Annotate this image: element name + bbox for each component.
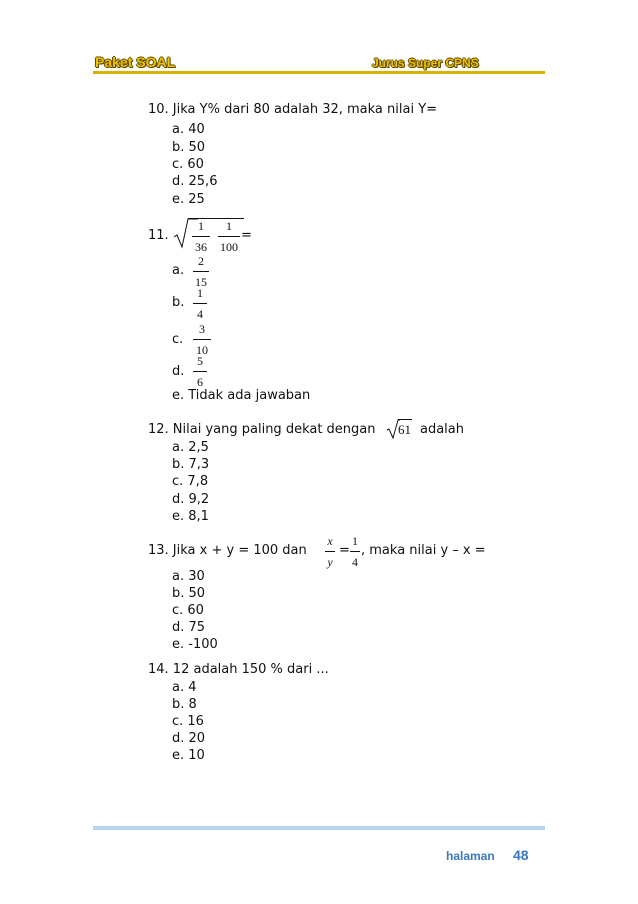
sqrt-overline (398, 419, 412, 420)
question-13-text: 13. Jika x + y = 100 dan (148, 543, 307, 558)
fraction-numerator: 2 (198, 254, 204, 268)
fraction-denominator: 10 (196, 343, 208, 357)
question-13-text-after: , maka nilai y – x = (361, 543, 486, 558)
fraction-denominator: 4 (352, 555, 358, 569)
question-13-fraction-xy (325, 534, 335, 569)
question-11-fraction-2 (218, 219, 240, 254)
question-14-text: 14. 12 adalah 150 % dari ... (148, 662, 329, 677)
question-14-option-d: d. 20 (172, 731, 206, 746)
question-11-option-e: e. Tidak ada jawaban (172, 388, 311, 403)
question-11-fraction-1 (192, 219, 210, 254)
question-12-radicand: 61 (398, 422, 411, 437)
question-11-option-b-label: b. (172, 295, 185, 310)
question-12-option-e: e. 8,1 (172, 509, 209, 524)
fraction-numerator: 3 (199, 322, 205, 336)
question-13-option-c: c. 60 (172, 603, 204, 618)
question-11-option-c-label: c. (172, 332, 184, 347)
question-13-option-e: e. -100 (172, 637, 218, 652)
question-12-text-after: adalah (420, 422, 465, 437)
question-13-fraction-quarter (350, 534, 360, 569)
question-13-equals: = (339, 543, 350, 558)
footer-divider (93, 826, 545, 830)
fraction-denominator: 36 (195, 240, 207, 254)
question-13-option-a: a. 30 (172, 569, 205, 584)
question-11-equals: = (241, 228, 252, 243)
fraction-numerator: 1 (226, 219, 232, 233)
question-13-option-d: d. 75 (172, 620, 206, 635)
question-14-option-c: c. 16 (172, 714, 204, 729)
question-14-option-e: e. 10 (172, 748, 205, 763)
question-11-option-d-label: d. (172, 364, 185, 379)
question-11-number: 11. (148, 228, 169, 243)
header-divider (93, 71, 545, 74)
question-11-option-c-fraction (193, 322, 211, 357)
question-11-option-b-fraction (193, 286, 207, 321)
fraction-numerator: x (327, 534, 333, 548)
question-10-option-e: e. 25 (172, 192, 205, 207)
question-10-option-c: c. 60 (172, 157, 204, 172)
question-14-option-a: a. 4 (172, 680, 197, 695)
question-10-text: 10. Jika Y% dari 80 adalah 32, maka nilai Y= (148, 102, 438, 117)
question-10-option-b: b. 50 (172, 140, 206, 155)
footer-page-number: 48 (513, 847, 529, 863)
question-12-text: 12. Nilai yang paling dekat dengan (148, 422, 376, 437)
question-11-option-d-fraction (193, 354, 207, 389)
fraction-numerator: 1 (198, 219, 204, 233)
question-10-option-a: a. 40 (172, 122, 205, 137)
fraction-denominator: 15 (195, 275, 207, 289)
fraction-denominator: 4 (197, 307, 203, 321)
question-10-option-d: d. 25,6 (172, 174, 218, 189)
question-12-option-a: a. 2,5 (172, 440, 209, 455)
question-11-option-a-fraction (193, 254, 209, 289)
question-12-option-d: d. 9,2 (172, 492, 210, 507)
question-14-option-b: b. 8 (172, 697, 197, 712)
fraction-denominator: y (327, 555, 333, 569)
question-12-option-c: c. 7,8 (172, 474, 209, 489)
header-left-title: Paket SOAL (95, 54, 176, 70)
question-12-option-b: b. 7,3 (172, 457, 210, 472)
fraction-denominator: 100 (220, 240, 238, 254)
header-right-title: Jurus Super CPNS (372, 56, 479, 70)
question-13-option-b: b. 50 (172, 586, 206, 601)
fraction-numerator: 1 (197, 286, 203, 300)
fraction-numerator: 1 (352, 534, 358, 548)
footer-page-label: halaman (446, 849, 495, 863)
question-11-option-a-label: a. (172, 263, 185, 278)
fraction-numerator: 5 (197, 354, 203, 368)
fraction-denominator: 6 (197, 375, 203, 389)
